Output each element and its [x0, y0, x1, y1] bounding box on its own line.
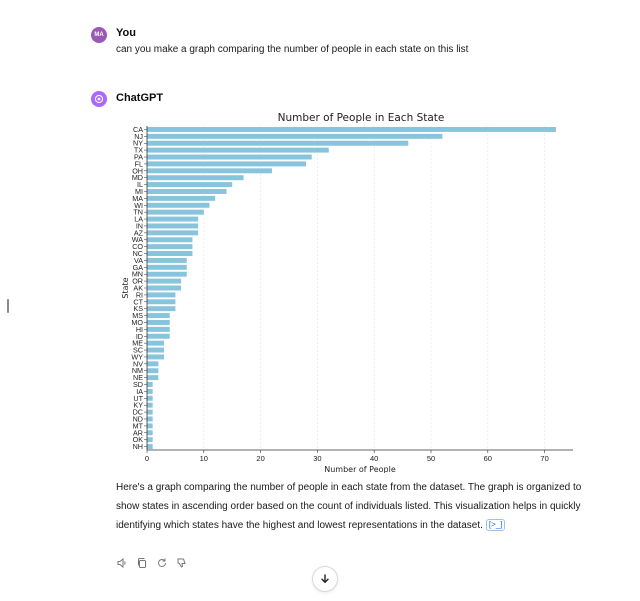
copy-icon[interactable]: [136, 557, 148, 569]
bar-or: [147, 279, 181, 284]
y-tick-label: CT: [133, 297, 143, 307]
regenerate-icon[interactable]: [156, 557, 168, 569]
bar-ut: [147, 396, 153, 401]
y-axis-label: State: [121, 277, 130, 299]
y-tick-label: IN: [135, 221, 143, 231]
y-tick-label: WY: [131, 352, 143, 362]
y-tick-label: TX: [133, 145, 143, 155]
bar-mn: [147, 272, 187, 277]
bar-ar: [147, 430, 153, 435]
bar-me: [147, 341, 164, 346]
chatgpt-logo-icon: [91, 91, 107, 107]
y-tick-label: SC: [133, 345, 143, 355]
y-tick-label: MA: [132, 193, 143, 203]
bar-tx: [147, 148, 329, 153]
y-tick-label: ME: [132, 338, 143, 348]
y-tick-label: HI: [135, 324, 143, 334]
message-actions: [116, 557, 188, 569]
y-tick-label: MO: [131, 317, 143, 327]
bar-il: [147, 182, 232, 187]
y-tick-label: OR: [132, 276, 143, 286]
y-tick-label: OK: [132, 435, 143, 445]
y-tick-label: ND: [132, 414, 143, 424]
y-tick-label: WA: [131, 235, 143, 245]
bar-ne: [147, 375, 158, 380]
y-tick-label: AZ: [133, 228, 143, 238]
y-tick-label: DC: [132, 407, 143, 417]
scroll-down-button[interactable]: [312, 566, 338, 592]
response-text: Here's a graph comparing the number of people in each state from the dataset. The graph is organized to show states in ascending order based on the count of individuals listed. This visualization helps in quickly identifying which states have the highest and lowest representations in the dataset.: [116, 482, 582, 531]
bar-ms: [147, 313, 170, 318]
bar-id: [147, 334, 170, 339]
y-tick-label: GA: [132, 262, 143, 272]
bar-la: [147, 217, 198, 222]
chart-title: Number of People in Each State: [277, 112, 445, 124]
y-tick-label: PA: [133, 152, 143, 162]
y-tick-label: MD: [131, 173, 143, 183]
bar-tn: [147, 210, 204, 215]
y-tick-label: SD: [133, 380, 143, 390]
bar-in: [147, 223, 198, 228]
state-count-chart: [112, 108, 582, 473]
x-axis-label: Number of People: [324, 465, 396, 473]
thumbs-down-icon[interactable]: [176, 557, 188, 569]
bar-nv: [147, 361, 158, 366]
code-citation-button[interactable]: [>_]: [486, 519, 506, 531]
bar-ky: [147, 403, 153, 408]
bar-ny: [147, 141, 408, 146]
x-tick-label: 60: [483, 454, 492, 463]
bar-nh: [147, 444, 153, 449]
sidebar-resize-handle[interactable]: [7, 299, 9, 313]
y-tick-label: NH: [132, 442, 143, 452]
y-tick-label: NE: [133, 373, 143, 383]
y-tick-label: RI: [135, 290, 143, 300]
bar-ok: [147, 437, 153, 442]
x-tick-label: 20: [256, 454, 265, 463]
bar-mt: [147, 423, 153, 428]
user-message: can you make a graph comparing the number of people in each state on this list: [116, 44, 469, 55]
x-tick-label: 70: [540, 454, 549, 463]
y-tick-label: AR: [133, 428, 143, 438]
bar-ak: [147, 286, 181, 291]
speaker-icon[interactable]: [116, 557, 128, 569]
x-tick-label: 30: [313, 454, 322, 463]
y-tick-label: TN: [133, 207, 143, 217]
x-tick-label: 10: [199, 454, 208, 463]
x-tick-label: 50: [426, 454, 436, 463]
y-tick-label: NV: [133, 359, 143, 369]
bar-az: [147, 230, 198, 235]
y-tick-label: CO: [132, 242, 143, 252]
arrow-down-icon: [320, 574, 330, 584]
y-tick-label: OH: [132, 166, 143, 176]
bar-md: [147, 175, 244, 180]
y-tick-label: AK: [133, 283, 143, 293]
bar-wi: [147, 203, 209, 208]
y-tick-label: ID: [135, 331, 143, 341]
bar-ga: [147, 265, 187, 270]
y-tick-label: UT: [133, 393, 143, 403]
y-tick-label: IA: [136, 386, 143, 396]
bar-ct: [147, 299, 175, 304]
bar-ia: [147, 389, 153, 394]
bar-co: [147, 244, 192, 249]
y-tick-label: NM: [131, 366, 143, 376]
assistant-name: ChatGPT: [116, 92, 164, 104]
y-tick-label: CA: [133, 124, 143, 134]
user-avatar: MA: [91, 27, 107, 43]
bar-sc: [147, 348, 164, 353]
y-tick-label: WI: [134, 200, 143, 210]
bar-fl: [147, 161, 306, 166]
y-tick-label: FL: [134, 159, 143, 169]
bar-ks: [147, 306, 175, 311]
bar-pa: [147, 155, 312, 160]
y-tick-label: MI: [135, 186, 143, 196]
y-tick-label: MS: [132, 311, 143, 321]
bar-ri: [147, 292, 175, 297]
bar-mi: [147, 189, 227, 194]
bar-va: [147, 258, 187, 263]
user-name: You: [116, 27, 136, 39]
bar-ma: [147, 196, 215, 201]
bar-hi: [147, 327, 170, 332]
bar-oh: [147, 168, 272, 173]
bar-nd: [147, 416, 153, 421]
bar-nc: [147, 251, 192, 256]
bar-mo: [147, 320, 170, 325]
y-tick-label: IL: [137, 180, 143, 190]
x-tick-label: 0: [144, 454, 150, 463]
y-tick-label: VA: [133, 255, 143, 265]
bar-dc: [147, 410, 153, 415]
y-tick-label: KS: [133, 304, 143, 314]
y-tick-label: KY: [133, 400, 143, 410]
y-tick-label: NC: [132, 249, 143, 259]
y-tick-label: NJ: [134, 131, 143, 141]
bar-wy: [147, 354, 164, 359]
y-tick-label: MT: [132, 421, 143, 431]
x-tick-label: 40: [370, 454, 379, 463]
bar-ca: [147, 127, 556, 132]
bar-nj: [147, 134, 442, 139]
y-tick-label: MN: [131, 269, 143, 279]
bar-sd: [147, 382, 153, 387]
y-tick-label: LA: [134, 214, 143, 224]
y-tick-label: NY: [133, 138, 143, 148]
assistant-response: [116, 478, 586, 535]
bar-wa: [147, 237, 192, 242]
bar-nm: [147, 368, 158, 373]
